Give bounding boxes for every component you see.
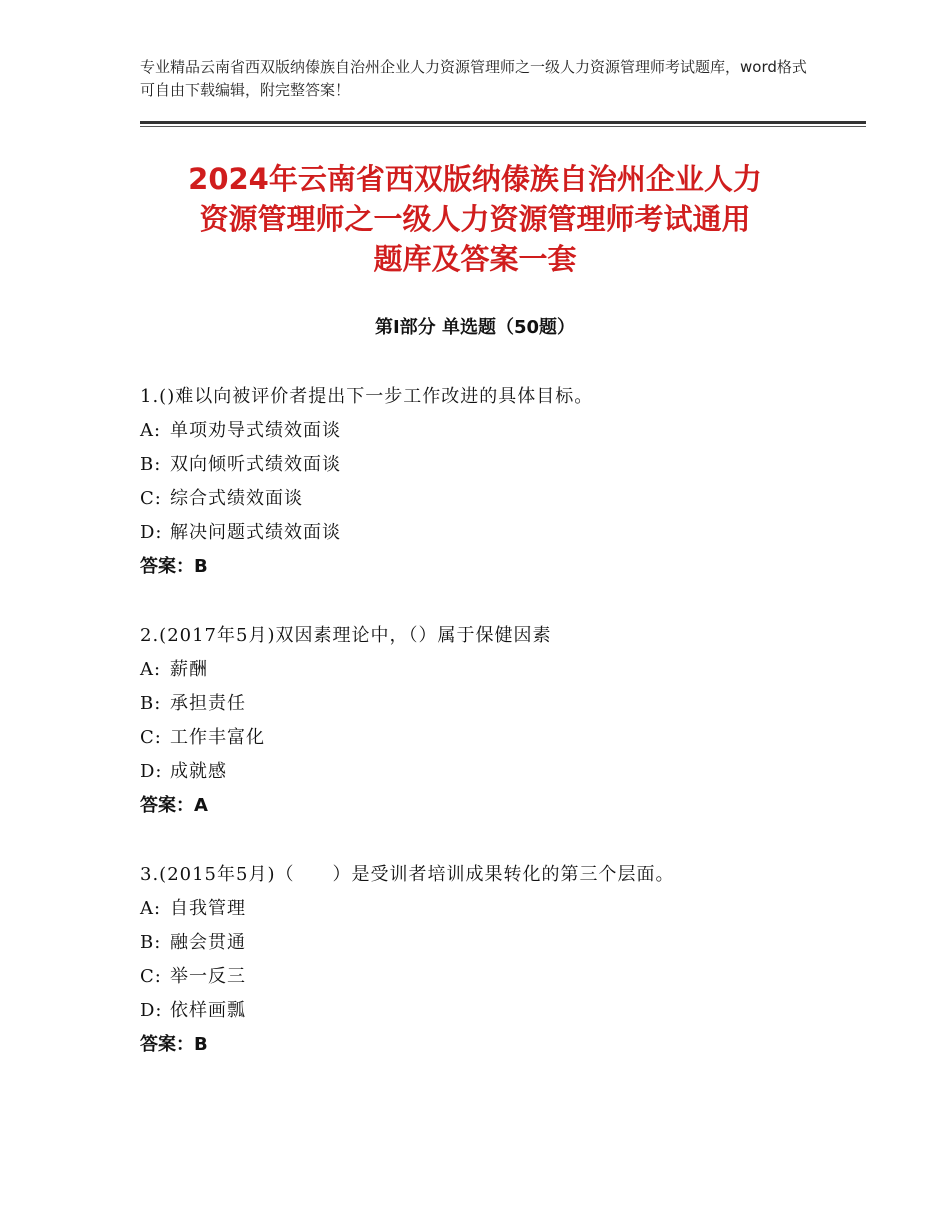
option-d	[140, 516, 860, 550]
header-note: 专业精品云南省西双版纳傣族自治州企业人力资源管理师之一级人力资源管理师考试题库，word格式可自由下载编辑，附完整答案！	[140, 58, 807, 99]
question-stem: 1.()难以向被评价者提出下一步工作改进的具体目标。	[140, 386, 594, 407]
question-stem: 3.(2015年5月)（ ）是受训者培训成果转化的第三个层面。	[140, 864, 675, 885]
option-letter: A:	[140, 898, 162, 919]
option-text: 双向倾听式绩效面谈	[170, 454, 341, 475]
option-letter: B:	[140, 454, 162, 475]
answer-line: 答案：B	[140, 556, 208, 577]
question-3	[140, 858, 860, 1062]
option-d	[140, 755, 860, 789]
option-text: 融会贯通	[170, 932, 246, 953]
option-c	[140, 960, 860, 994]
title-line-1: 2024年云南省西双版纳傣族自治州企业人力	[188, 162, 762, 196]
option-text: 薪酬	[170, 659, 208, 680]
option-letter: C:	[140, 727, 162, 748]
option-text: 解决问题式绩效面谈	[170, 522, 341, 543]
option-d	[140, 994, 860, 1028]
option-letter: B:	[140, 693, 162, 714]
option-a	[140, 653, 860, 687]
option-a	[140, 892, 860, 926]
option-letter: A:	[140, 659, 162, 680]
answer-line: 答案：A	[140, 795, 208, 816]
section-title: 第Ⅰ部分 单选题（50题）	[374, 317, 575, 338]
option-text: 单项劝导式绩效面谈	[170, 420, 341, 441]
header-rule-thick	[140, 121, 866, 124]
option-text: 自我管理	[170, 898, 246, 919]
option-text: 成就感	[170, 761, 227, 782]
option-b	[140, 687, 860, 721]
option-letter: C:	[140, 966, 162, 987]
option-a	[140, 414, 860, 448]
title-line-3: 题库及答案一套	[373, 242, 577, 276]
title-line-2: 资源管理师之一级人力资源管理师考试通用	[199, 202, 751, 236]
header-rule-thin	[140, 126, 866, 127]
option-text: 举一反三	[170, 966, 246, 987]
option-text: 综合式绩效面谈	[170, 488, 303, 509]
option-text: 依样画瓢	[170, 1000, 246, 1021]
document-title	[110, 159, 840, 279]
option-text: 承担责任	[170, 693, 246, 714]
option-letter: D:	[140, 1000, 163, 1021]
question-1	[140, 380, 860, 584]
option-b	[140, 926, 860, 960]
option-b	[140, 448, 860, 482]
option-letter: D:	[140, 522, 163, 543]
option-letter: A:	[140, 420, 162, 441]
question-stem: 2.(2017年5月)双因素理论中，（）属于保健因素	[140, 625, 552, 646]
option-letter: D:	[140, 761, 163, 782]
option-letter: C:	[140, 488, 162, 509]
option-c	[140, 721, 860, 755]
option-c	[140, 482, 860, 516]
answer-line: 答案：B	[140, 1034, 208, 1055]
question-2	[140, 619, 860, 823]
option-text: 工作丰富化	[170, 727, 265, 748]
option-letter: B:	[140, 932, 162, 953]
